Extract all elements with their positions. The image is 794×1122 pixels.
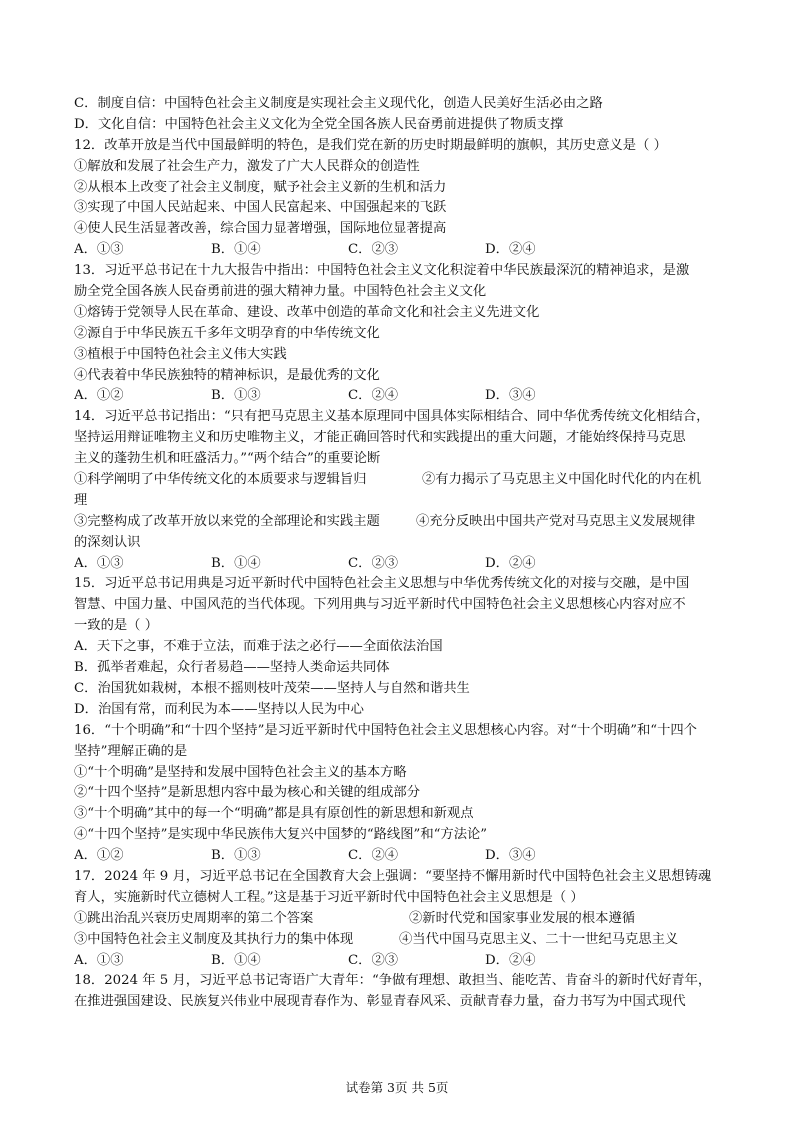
question-18-stem-2: 在推进强国建设、民族复兴伟业中展现青春作为、彰显青春风采、贡献青春力量，奋力书写为中国式现代: [74, 994, 686, 1010]
q17-statement-4: ④当代中国马克思主义、二十一世纪马克思主义: [399, 931, 679, 947]
question-15-stem-3: 一致的是（ ）: [74, 618, 159, 634]
q17-statement-3: ③中国特色社会主义制度及其执行力的集中体现: [74, 931, 354, 947]
q12-options: [74, 240, 734, 261]
q17-option-a: A．①③: [74, 952, 124, 968]
q16-statement-3: ③“十个明确”其中的每一个“明确”都是具有原创性的新思想和新观点: [74, 806, 474, 822]
q12-statement-4: ④使人民生活显著改善，综合国力显著增强，国际地位显著提高: [74, 221, 447, 237]
q14-option-d: D．②④: [485, 555, 536, 571]
q12-statement-1: ①解放和发展了社会生产力，激发了广大人民群众的创造性: [74, 158, 420, 174]
q16-option-d: D．③④: [485, 848, 536, 864]
q14-option-b: B．①④: [211, 555, 261, 571]
question-12-stem: 12．改革开放是当代中国最鲜明的特色，是我们党在新的历史时期最鲜明的旗帜，其历史意义是（ ）: [74, 137, 667, 153]
q14-statement-4-cont: 的深刻认识: [74, 534, 141, 550]
question-15-stem-2: 智慧、中国力量、中国风范的当代体现。下列用典与习近平新时代中国特色社会主义思想核心内容对应不: [74, 597, 686, 613]
q16-statement-4: ④“十四个坚持”是实现中华民族伟大复兴中国梦的“路线图”和“方法论”: [74, 827, 488, 843]
q16-options: [74, 846, 734, 867]
q13-statement-1: ①熔铸于党领导人民在革命、建设、改革中创造的革命文化和社会主义先进文化: [74, 304, 540, 320]
question-14-stem-1: 14．习近平总书记指出：“只有把马克思主义基本原理同中国具体实际相结合、同中华优秀传统文化相结合，: [74, 409, 710, 425]
q17-options: [74, 951, 734, 972]
q16-option-a: A．①②: [74, 848, 124, 864]
q14-option-a: A．①③: [74, 555, 124, 571]
q14-statement-1: ①科学阐明了中华传统文化的本质要求与逻辑旨归: [74, 472, 367, 488]
q14-statement-2: ②有力揭示了马克思主义中国化时代化的内在机: [422, 472, 702, 488]
q17-statements-1-2: [74, 909, 734, 930]
question-17-stem-2: 育人，实施新时代立德树人工程。”这是基于习近平新时代中国特色社会主义思想是（ ）: [74, 889, 584, 905]
q13-statement-4: ④代表着中华民族独特的精神标识，是最优秀的文化: [74, 367, 380, 383]
q12-option-d: D．②④: [485, 242, 536, 258]
q13-option-d: D．③④: [485, 388, 536, 404]
q17-option-b: B．①④: [211, 952, 261, 968]
question-16-stem-1: 16．“十个明确”和“十四个坚持”是习近平新时代中国特色社会主义思想核心内容。对“十个明确”和“十四个: [74, 722, 697, 738]
q14-statement-4: ④充分反映出中国共产党对马克思主义发展规律: [416, 513, 696, 529]
q15-option-a: A．天下之事，不难于立法，而难于法之必行——全面依法治国: [74, 639, 443, 655]
question-17-stem-1: 17．2024 年 9 月，习近平总书记在全国教育大会上强调：“要坚持不懈用新时代中国特色社会主义思想铸魂: [74, 868, 712, 884]
q12-statement-3: ③实现了中国人民站起来、中国人民富起来、中国强起来的飞跃: [74, 200, 447, 216]
q14-statement-2-cont: 理: [74, 492, 88, 508]
q14-statement-3: ③完整构成了改革开放以来党的全部理论和实践主题: [74, 513, 380, 529]
q17-option-c: C．②③: [348, 952, 399, 968]
q17-statements-3-4: [74, 930, 734, 951]
question-13-stem-1: 13．习近平总书记在十九大报告中指出：中国特色社会主义文化积淀着中华民族最深沉的精神追求，是激: [74, 263, 690, 279]
q12-option-a: A．①③: [74, 242, 124, 258]
question-18-stem-1: 18．2024 年 5 月，习近平总书记寄语广大青年：“争做有理想、敢担当、能吃苦、肯奋斗的新时代好青年，: [74, 973, 712, 989]
q13-option-c: C．②④: [348, 388, 399, 404]
q13-option-b: B．①③: [211, 388, 261, 404]
q16-option-b: B．①③: [211, 848, 261, 864]
q14-option-c: C．②③: [348, 555, 399, 571]
option-d-line: D．文化自信：中国特色社会主义文化为全党全国各族人民奋勇前进提供了物质支撑: [74, 116, 564, 132]
q15-option-d: D．治国有常，而利民为本——坚持以人民为中心: [74, 701, 364, 717]
q14-statements-3-4: [74, 512, 734, 533]
q13-statement-2: ②源自于中华民族五千多年文明孕育的中华传统文化: [74, 325, 380, 341]
option-c-line: C．制度自信：中国特色社会主义制度是实现社会主义现代化，创造人民美好生活必由之路: [74, 96, 603, 111]
q16-statement-2: ②“十四个坚持”是新思想内容中最为核心和关键的组成部分: [74, 785, 421, 801]
q13-options: [74, 386, 734, 407]
q17-statement-1: ①跳出治乱兴衰历史周期率的第二个答案: [74, 910, 314, 926]
question-15-stem-1: 15．习近平总书记用典是习近平新时代中国特色社会主义思想与中华优秀传统文化的对接与交融，是中国: [74, 576, 690, 592]
q12-option-b: B．①④: [211, 242, 261, 258]
question-16-stem-2: 坚持”理解正确的是: [74, 743, 188, 759]
question-14-stem-3: 主义的蓬勃生机和旺盛活力。”“两个结合”的重要论断: [74, 451, 381, 467]
q16-statement-1: ①“十个明确”是坚持和发展中国特色社会主义的基本方略: [74, 764, 407, 780]
q14-statements-1-2: [74, 470, 734, 491]
q13-option-a: A．①②: [74, 388, 124, 404]
q14-options: [74, 554, 734, 575]
q15-option-c: C．治国犹如栽树，本根不摇则枝叶茂荣——坚持人与自然和谐共生: [74, 680, 470, 696]
question-14-stem-2: 坚持运用辩证唯物主义和历史唯物主义，才能正确回答时代和实践提出的重大问题，才能始终保持马克思: [74, 430, 686, 446]
q12-statement-2: ②从根本上改变了社会主义制度，赋予社会主义新的生机和活力: [74, 179, 447, 195]
q13-statement-3: ③植根于中国特色社会主义伟大实践: [74, 346, 287, 362]
q17-option-d: D．②④: [485, 952, 536, 968]
q17-statement-2: ②新时代党和国家事业发展的根本遵循: [409, 910, 636, 926]
q16-option-c: C．②④: [348, 848, 399, 864]
question-13-stem-2: 励全党全国各族人民奋勇前进的强大精神力量。中国特色社会主义文化: [74, 284, 487, 300]
page-footer: 试卷第 3页 共 5页: [345, 1080, 449, 1095]
q12-option-c: C．②③: [348, 242, 399, 258]
q15-option-b: B．孤举者难起，众行者易趋——坚持人类命运共同体: [74, 660, 390, 676]
exam-page: [74, 94, 734, 1013]
